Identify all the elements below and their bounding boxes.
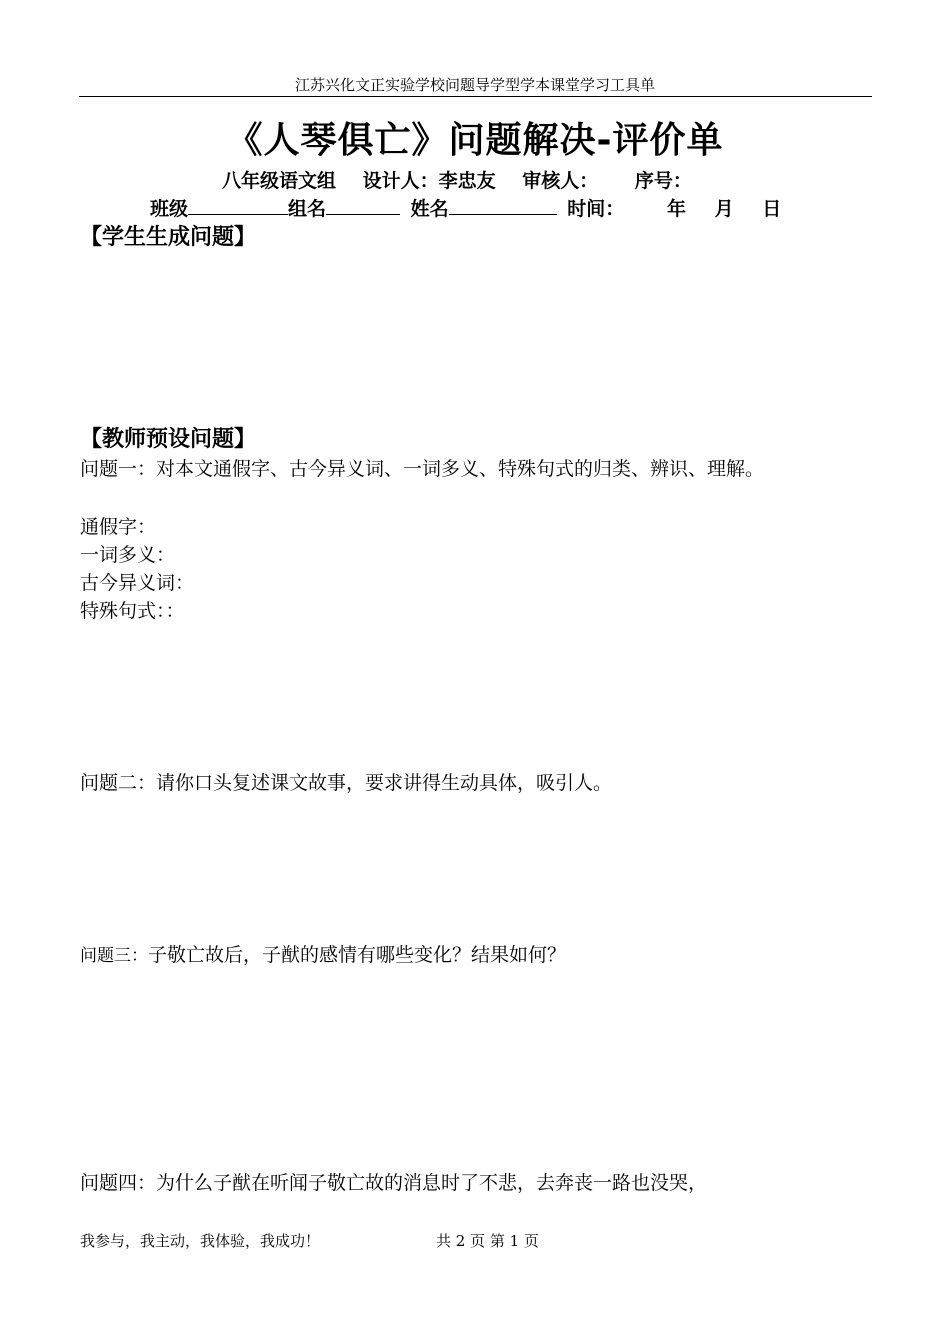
footer-page-info: 共 2 页 第 1 页 xyxy=(436,1232,539,1250)
subtitle-reviewer: 审核人： xyxy=(522,170,599,192)
subtitle-group: 八年级语文组 xyxy=(222,170,337,192)
name-field[interactable] xyxy=(449,196,557,215)
month-label: 月 xyxy=(714,198,734,220)
question-two: 问题二：请你口头复述课文故事，要求讲得生动具体，吸引人。 xyxy=(80,772,613,794)
header-divider xyxy=(79,96,872,97)
subtitle-serial: 序号： xyxy=(634,170,692,192)
day-label: 日 xyxy=(762,198,782,220)
question-three xyxy=(80,940,566,967)
footer-motto: 我参与，我主动，我体验，我成功！ xyxy=(80,1232,321,1250)
year-label: 年 xyxy=(666,198,686,220)
class-field[interactable] xyxy=(188,196,288,215)
question-three-body: 子敬亡故后，子猷的感情有哪些变化？结果如何？ xyxy=(148,944,567,966)
section-student-questions: 【学生生成问题】 xyxy=(80,225,257,250)
subtitle-line xyxy=(222,166,712,193)
question-one: 问题一：对本文通假字、古今异义词、一词多义、特殊句式的归类、辨识、理解。 xyxy=(80,458,765,480)
group-label: 组名 xyxy=(288,198,327,220)
page-title: 《人琴俱亡》问题解决-评价单 xyxy=(226,120,724,161)
group-field[interactable] xyxy=(326,196,400,215)
q1-item-yiciduoyi: 一词多义： xyxy=(80,544,176,566)
section-teacher-questions: 【教师预设问题】 xyxy=(80,427,257,452)
class-label: 班级 xyxy=(150,198,189,220)
name-label: 姓名 xyxy=(410,198,449,220)
q1-item-teshujushi: 特殊句式：： xyxy=(80,600,185,622)
student-info-line xyxy=(150,194,781,221)
q1-item-gujinyiyi: 古今异义词： xyxy=(80,572,195,594)
header-school-line: 江苏兴化文正实验学校问题导学型学本课堂学习工具单 xyxy=(294,76,655,94)
question-four: 问题四：为什么子猷在听闻子敬亡故的消息时了不悲，去奔丧一路也没哭， xyxy=(80,1172,708,1194)
time-label: 时间： xyxy=(567,198,625,220)
subtitle-designer: 设计人：李忠友 xyxy=(362,170,496,192)
q1-item-tongjiazi: 通假字： xyxy=(80,516,157,538)
question-three-prefix: 问题三： xyxy=(80,946,148,966)
